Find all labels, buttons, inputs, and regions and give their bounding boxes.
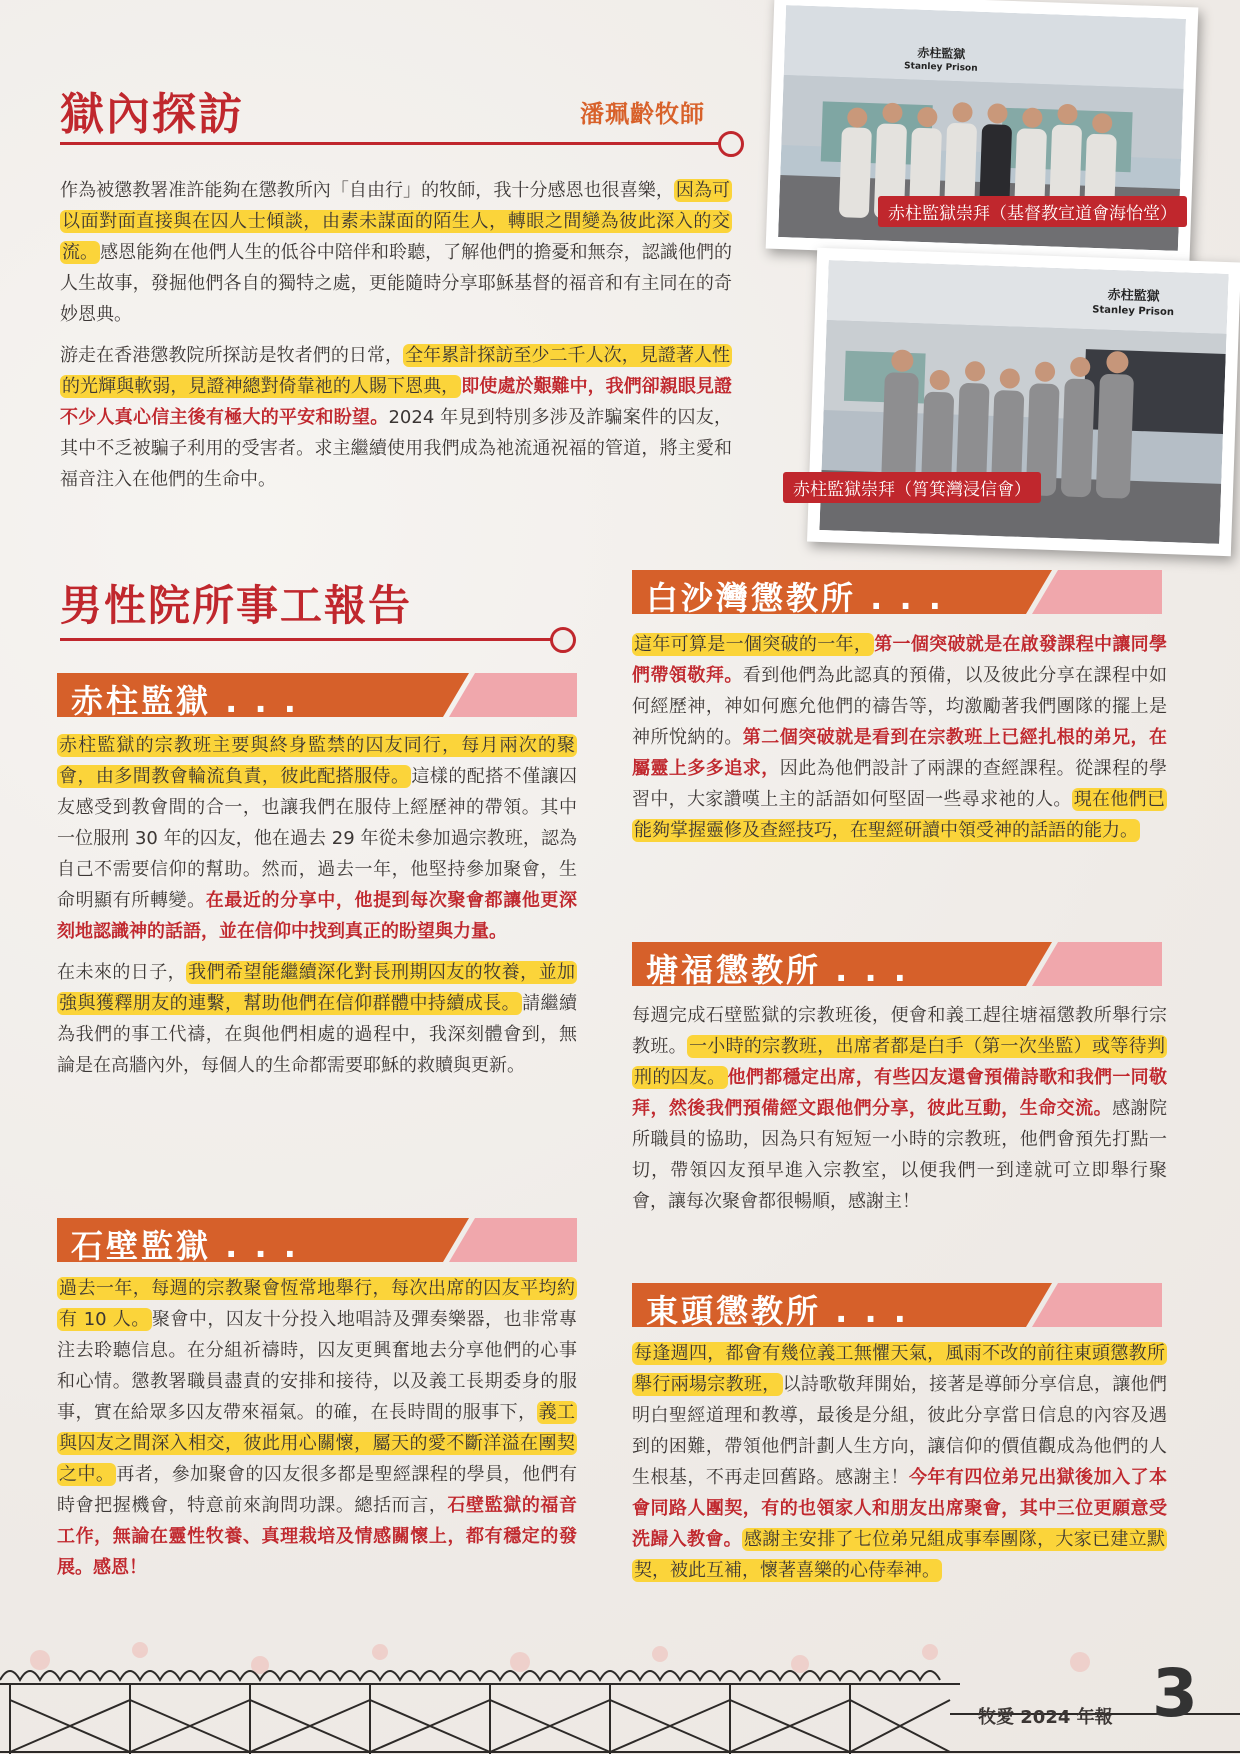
band-pink: [1032, 942, 1162, 986]
photo2-caption: 赤柱監獄崇拜（筲箕灣浸信會）: [783, 472, 1041, 503]
paragraph: [57, 730, 577, 947]
paragraph: [57, 957, 577, 1081]
prison-sign-1: [904, 45, 978, 76]
heading-stanley: 赤柱監獄 . . .: [71, 682, 299, 720]
footer-fence-decoration: [0, 1640, 1240, 1754]
page-number: 3: [1152, 1655, 1198, 1732]
photo1-caption: 赤柱監獄崇拜（基督教宣道會海怡堂）: [878, 196, 1187, 227]
author-name: 潘珮齡牧師: [580, 99, 705, 128]
heading-tongfuk: 塘福懲教所 . . .: [646, 951, 909, 989]
stanley-body: [57, 730, 577, 1091]
paragraph: [60, 175, 732, 330]
shekpik-body: [57, 1273, 577, 1593]
emphasis-text: 石壁監獄的福音工作，無論在靈性牧養、真理栽培及情感關懷上，都有穩定的發展。感恩！: [57, 1495, 578, 1578]
sign-text-en: Stanley Prison: [903, 61, 978, 74]
text: 因此為他們設計了兩課的查經課程。從課程的學習中，大家讚嘆上主的話語如何堅固一些尋求祂的人。: [632, 758, 1168, 810]
text: 每週完成石壁監獄的宗教班後，便會和義工趕往塘福懲教所舉行宗教班。: [632, 1005, 1167, 1057]
heading-tongtau: 東頭懲教所 . . .: [646, 1292, 909, 1330]
title-rule: [60, 142, 730, 145]
band-pink: [449, 673, 577, 717]
text: 請繼續為我們的事工代禱，在與他們相處的過程中，我深刻體會到，無論是在高牆內外，每個人的生命都需要耶穌的救贖與更新。: [57, 993, 577, 1076]
text: 再者，參加聚會的囚友很多都是聖經課程的學員，他們有時會把握機會，特意前來詢問功課。總括而言，: [57, 1464, 578, 1516]
section-title-mens-ministry: 男性院所事工報告: [60, 581, 413, 630]
text: 看到他們為此認真的預備，以及彼此分享在課程中如何經歷神，神如何應允他們的禱告等，均激勵著我們團隊的擺上是神所悅納的。: [632, 665, 1168, 748]
band-pink: [1032, 570, 1162, 614]
emphasis-text: 即使處於艱難中，我們卻親眼見證不少人真心信主後有極大的平安和盼望。: [60, 376, 733, 428]
emphasis-text: 第一個突破就是在啟發課程中讓同學們帶領敬拜。: [632, 634, 1168, 686]
text: 以詩歌敬拜開始，接著是導師分享信息，讓他們明白聖經道理和教導，最後是分組，彼此分享當日信息的內容及遇到的困難，帶領他們計劃人生方向，讓信仰的價值觀成為他們的人生根基，不再走回舊路。感謝主！: [632, 1374, 1168, 1488]
text: 在未來的日子，: [57, 962, 187, 983]
text: 2024 年見到特別多涉及詐騙案件的囚友，其中不乏被騙子利用的受害者。求主繼續使用我們成為祂流通祝福的管道，將主愛和福音注入在他們的生命中。: [60, 407, 732, 490]
tongfuk-body: [632, 1000, 1167, 1227]
sign-text-cn: 赤柱監獄: [1107, 287, 1160, 305]
prison-sign-2: [1092, 287, 1175, 320]
photo-stanley-worship-2: [807, 248, 1240, 557]
title-rule: [60, 638, 562, 641]
paragraph: [632, 1338, 1167, 1586]
highlight-text: 現在他們已能夠掌握靈修及查經技巧，在聖經研讀中領受神的話語的能力。: [634, 789, 1166, 841]
highlight-text: 一小時的宗教班，出席者都是白手（第一次坐監）或等待判刑的囚友。: [634, 1036, 1166, 1088]
tongtau-body: [632, 1338, 1167, 1596]
heading-band-tongtau: [632, 1283, 1162, 1330]
text: 感謝院所職員的協助，因為只有短短一小時的宗教班，他們會預先打點一切，帶領囚友預早進入宗教室，以便我們一到達就可立即舉行聚會，讓每次聚會都很暢順，感謝主！: [632, 1098, 1168, 1212]
paksawan-body: [632, 629, 1167, 856]
paragraph: [632, 629, 1167, 846]
paragraph: [57, 1273, 577, 1583]
highlight-text: 義工與囚友之間深入相交，彼此用心關懷，屬天的愛不斷洋溢在團契之中。: [59, 1402, 576, 1485]
heading-paksawan: 白沙灣懲教所 . . .: [646, 579, 944, 617]
band-pink: [449, 1218, 577, 1262]
emphasis-text: 今年有四位弟兄出獄後加入了本會同路人團契，有的也領家人和朋友出席聚會，其中三位更願意受洗歸入教會。: [632, 1467, 1168, 1550]
barbed-wire-fence-illustration: [0, 1640, 1240, 1754]
heading-shekpik: 石壁監獄 . . .: [71, 1227, 299, 1265]
highlight-text: 我們希望能繼續深化對長刑期囚友的牧養，並加強與獲釋朋友的連繫，幫助他們在信仰群體中持續成長。: [59, 962, 576, 1014]
text: 聚會中，囚友十分投入地唱詩及彈奏樂器，也非常專注去聆聽信息。在分組祈禱時，囚友更興奮地去分享他們的心事和心情。懲教署職員盡責的安排和接待，以及義工長期委身的服事，實在給眾多囚友帶來福氣。的確，在長時間的服事下，: [57, 1309, 577, 1423]
paragraph: [60, 340, 732, 495]
highlight-text: 全年累計探訪至少二千人次，見證著人性的光輝與軟弱，見證神總對倚靠祂的人賜下恩典，: [62, 345, 731, 397]
text: 游走在香港懲教院所探訪是牧者們的日常，: [60, 345, 404, 366]
highlight-text: 感謝主安排了七位弟兄組成事奉團隊，大家已建立默契，被此互補，懷著喜樂的心侍奉神。: [634, 1529, 1166, 1581]
highlight-text: 每逢週四，都會有幾位義工無懼天氣，風雨不改的前往東頭懲教所舉行兩場宗教班，: [634, 1343, 1165, 1395]
highlight-text: 因為可以面對面直接與在囚人士傾談，由素未謀面的陌生人，轉眼之間變為彼此深入的交流。: [62, 180, 731, 263]
text: 感恩能夠在他們人生的低谷中陪伴和聆聽，了解他們的擔憂和無奈，認識他們的人生故事，發掘他們各自的獨特之處，更能隨時分享耶穌基督的福音和有主同在的奇妙恩典。: [60, 242, 733, 325]
section-title-prison-visit: 獄內探訪: [60, 89, 244, 140]
heading-band-shekpik: [57, 1218, 577, 1265]
heading-band-tongfuk: [632, 942, 1162, 989]
emphasis-text: 第二個突破就是看到在宗教班上已經扎根的弟兄，在屬靈上多多追求，: [632, 727, 1168, 779]
sign-text-cn: 赤柱監獄: [917, 45, 966, 62]
rule-end-circle: [718, 131, 744, 157]
emphasis-text: 在最近的分享中，他提到每次聚會都讓他更深刻地認識神的話語，並在信仰中找到真正的盼望與力量。: [57, 890, 578, 942]
publication-name: 牧愛 2024 年報: [978, 1707, 1113, 1728]
heading-band-paksawan: [632, 570, 1162, 617]
paragraph: [632, 1000, 1167, 1217]
band-pink: [1032, 1283, 1162, 1327]
rule-end-circle: [550, 627, 576, 653]
highlight-text: 這年可算是一個突破的一年，: [634, 634, 873, 655]
emphasis-text: 他們都穩定出席，有些囚友還會預備詩歌和我們一同敬拜，然後我們預備經文跟他們分享，彼此互動，生命交流。: [632, 1067, 1167, 1119]
highlight-text: 過去一年，每週的宗教聚會恆常地舉行，每次出席的囚友平均約有 10 人。: [59, 1278, 575, 1330]
highlight-text: 赤柱監獄的宗教班主要與終身監禁的囚友同行，每月兩次的聚會，由多間教會輪流負責，彼此配搭服侍。: [59, 735, 575, 787]
prison-visit-body: [60, 175, 732, 505]
sign-text-en: Stanley Prison: [1092, 304, 1175, 319]
text: 作為被懲教署准許能夠在懲教所內「自由行」的牧師，我十分感恩也很喜樂，: [60, 180, 674, 201]
text: 這樣的配搭不僅讓囚友感受到教會間的合一，也讓我們在服侍上經歷神的帶領。其中一位服刑 30 年的囚友，他在過去 29 年從未參加過宗教班，認為自己不需要信仰的幫助。然而，過去一年，他堅持參加聚會，生命明顯有所轉變。: [57, 766, 578, 911]
heading-band-stanley: [57, 673, 577, 720]
